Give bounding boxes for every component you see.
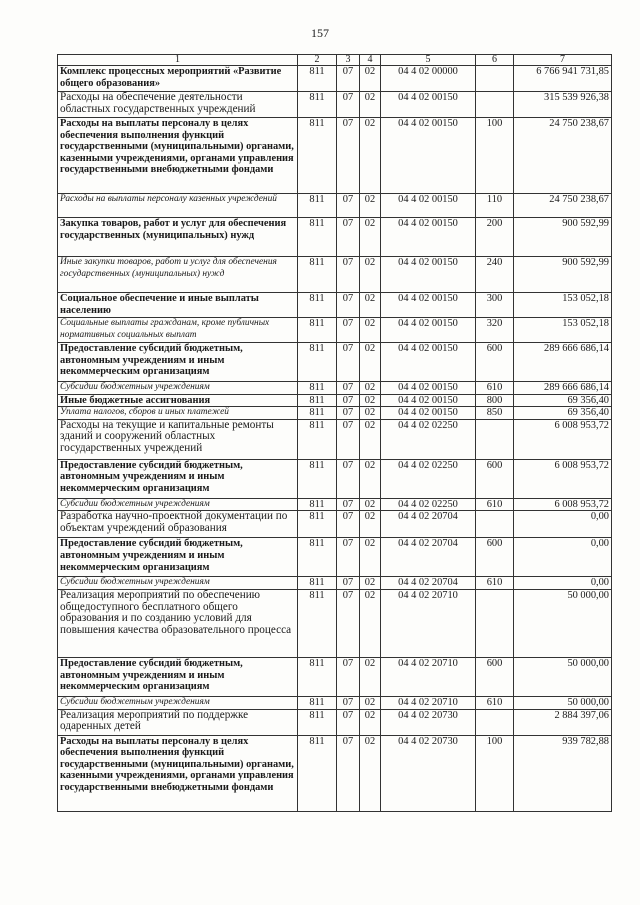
section-code: 07 bbox=[337, 382, 360, 395]
target-article-code: 04 4 02 00150 bbox=[381, 218, 476, 257]
expense-type-code bbox=[476, 511, 514, 538]
budget-table bbox=[57, 54, 612, 812]
section-code: 07 bbox=[337, 92, 360, 118]
subsection-code: 02 bbox=[360, 735, 381, 811]
admin-code: 811 bbox=[298, 407, 337, 420]
row-name: Предоставление субсидий бюджетным, автономным учреждениям и иным некоммерческим организациям bbox=[58, 459, 298, 498]
expense-type-code: 100 bbox=[476, 735, 514, 811]
table-row bbox=[58, 293, 612, 318]
table-row bbox=[58, 577, 612, 590]
section-code: 07 bbox=[337, 394, 360, 407]
expense-type-code: 600 bbox=[476, 657, 514, 696]
expense-type-code: 110 bbox=[476, 194, 514, 218]
subsection-code: 02 bbox=[360, 66, 381, 92]
expense-type-code: 850 bbox=[476, 407, 514, 420]
row-name: Разработка научно-проектной документации по объектам учреждений образования bbox=[58, 511, 298, 538]
admin-code: 811 bbox=[298, 92, 337, 118]
subsection-code: 02 bbox=[360, 419, 381, 459]
table-row bbox=[58, 657, 612, 696]
amount: 6 008 953,72 bbox=[514, 419, 612, 459]
row-name: Социальное обеспечение и иные выплаты населению bbox=[58, 293, 298, 318]
subsection-code: 02 bbox=[360, 459, 381, 498]
header-cell: 5 bbox=[381, 55, 476, 66]
row-name: Расходы на обеспечение деятельности областных государственных учреждений bbox=[58, 92, 298, 118]
target-article-code: 04 4 02 00150 bbox=[381, 257, 476, 293]
amount: 6 766 941 731,85 bbox=[514, 66, 612, 92]
row-name: Предоставление субсидий бюджетным, автономным учреждениям и иным некоммерческим организациям bbox=[58, 657, 298, 696]
admin-code: 811 bbox=[298, 735, 337, 811]
table-row bbox=[58, 343, 612, 382]
amount: 2 884 397,06 bbox=[514, 709, 612, 735]
subsection-code: 02 bbox=[360, 696, 381, 709]
amount: 6 008 953,72 bbox=[514, 498, 612, 511]
table-row bbox=[58, 382, 612, 395]
expense-type-code bbox=[476, 589, 514, 657]
row-name: Социальные выплаты гражданам, кроме публичных нормативных социальных выплат bbox=[58, 318, 298, 343]
subsection-code: 02 bbox=[360, 194, 381, 218]
section-code: 07 bbox=[337, 735, 360, 811]
admin-code: 811 bbox=[298, 293, 337, 318]
expense-type-code: 610 bbox=[476, 382, 514, 395]
target-article-code: 04 4 02 00150 bbox=[381, 318, 476, 343]
section-code: 07 bbox=[337, 419, 360, 459]
row-name: Комплекс процессных мероприятий «Развитие общего образования» bbox=[58, 66, 298, 92]
admin-code: 811 bbox=[298, 218, 337, 257]
amount: 50 000,00 bbox=[514, 589, 612, 657]
row-name: Иные бюджетные ассигнования bbox=[58, 394, 298, 407]
amount: 0,00 bbox=[514, 577, 612, 590]
amount: 900 592,99 bbox=[514, 218, 612, 257]
admin-code: 811 bbox=[298, 66, 337, 92]
target-article-code: 04 4 02 00000 bbox=[381, 66, 476, 92]
table-row bbox=[58, 66, 612, 92]
header-cell: 4 bbox=[360, 55, 381, 66]
section-code: 07 bbox=[337, 538, 360, 577]
target-article-code: 04 4 02 02250 bbox=[381, 459, 476, 498]
section-code: 07 bbox=[337, 318, 360, 343]
row-name: Расходы на выплаты персоналу в целях обеспечения выполнения функций государственными (муниципальными) органами, казенными учреждениями, органами управления государственными внебюджетными фондами bbox=[58, 735, 298, 811]
section-code: 07 bbox=[337, 657, 360, 696]
admin-code: 811 bbox=[298, 459, 337, 498]
row-name: Расходы на выплаты персоналу в целях обеспечения выполнения функций государственными (муниципальными) органами, казенными учреждениями, органами управления государственными внебюджетными фондами bbox=[58, 118, 298, 194]
expense-type-code bbox=[476, 709, 514, 735]
subsection-code: 02 bbox=[360, 382, 381, 395]
section-code: 07 bbox=[337, 407, 360, 420]
subsection-code: 02 bbox=[360, 657, 381, 696]
subsection-code: 02 bbox=[360, 394, 381, 407]
target-article-code: 04 4 02 00150 bbox=[381, 118, 476, 194]
target-article-code: 04 4 02 00150 bbox=[381, 382, 476, 395]
section-code: 07 bbox=[337, 696, 360, 709]
admin-code: 811 bbox=[298, 382, 337, 395]
target-article-code: 04 4 02 20730 bbox=[381, 709, 476, 735]
row-name: Субсидии бюджетным учреждениям bbox=[58, 382, 298, 395]
expense-type-code bbox=[476, 419, 514, 459]
amount: 939 782,88 bbox=[514, 735, 612, 811]
table-row bbox=[58, 407, 612, 420]
section-code: 07 bbox=[337, 589, 360, 657]
expense-type-code: 800 bbox=[476, 394, 514, 407]
target-article-code: 04 4 02 20710 bbox=[381, 589, 476, 657]
header-cell: 7 bbox=[514, 55, 612, 66]
admin-code: 811 bbox=[298, 511, 337, 538]
page-number: 157 bbox=[311, 26, 329, 40]
section-code: 07 bbox=[337, 218, 360, 257]
admin-code: 811 bbox=[298, 318, 337, 343]
row-name: Субсидии бюджетным учреждениям bbox=[58, 498, 298, 511]
header-cell: 6 bbox=[476, 55, 514, 66]
admin-code: 811 bbox=[298, 538, 337, 577]
expense-type-code: 600 bbox=[476, 538, 514, 577]
section-code: 07 bbox=[337, 66, 360, 92]
table-row bbox=[58, 709, 612, 735]
admin-code: 811 bbox=[298, 498, 337, 511]
subsection-code: 02 bbox=[360, 293, 381, 318]
target-article-code: 04 4 02 00150 bbox=[381, 407, 476, 420]
table-row bbox=[58, 92, 612, 118]
row-name: Субсидии бюджетным учреждениям bbox=[58, 696, 298, 709]
admin-code: 811 bbox=[298, 118, 337, 194]
target-article-code: 04 4 02 00150 bbox=[381, 394, 476, 407]
header-cell: 1 bbox=[58, 55, 298, 66]
target-article-code: 04 4 02 00150 bbox=[381, 92, 476, 118]
expense-type-code: 200 bbox=[476, 218, 514, 257]
target-article-code: 04 4 02 20704 bbox=[381, 577, 476, 590]
subsection-code: 02 bbox=[360, 589, 381, 657]
admin-code: 811 bbox=[298, 696, 337, 709]
section-code: 07 bbox=[337, 257, 360, 293]
expense-type-code: 300 bbox=[476, 293, 514, 318]
row-name: Реализация мероприятий по обеспечению общедоступного бесплатного общего образования и по созданию условий для повышения качества образовательного процесса bbox=[58, 589, 298, 657]
subsection-code: 02 bbox=[360, 577, 381, 590]
subsection-code: 02 bbox=[360, 407, 381, 420]
amount: 24 750 238,67 bbox=[514, 194, 612, 218]
amount: 69 356,40 bbox=[514, 407, 612, 420]
amount: 900 592,99 bbox=[514, 257, 612, 293]
expense-type-code: 600 bbox=[476, 343, 514, 382]
amount: 153 052,18 bbox=[514, 318, 612, 343]
target-article-code: 04 4 02 20710 bbox=[381, 696, 476, 709]
expense-type-code: 610 bbox=[476, 498, 514, 511]
target-article-code: 04 4 02 00150 bbox=[381, 194, 476, 218]
table-row bbox=[58, 194, 612, 218]
row-name: Расходы на выплаты персоналу казенных учреждений bbox=[58, 194, 298, 218]
section-code: 07 bbox=[337, 118, 360, 194]
table-row bbox=[58, 696, 612, 709]
header-row bbox=[58, 55, 612, 66]
section-code: 07 bbox=[337, 293, 360, 318]
target-article-code: 04 4 02 00150 bbox=[381, 293, 476, 318]
target-article-code: 04 4 02 02250 bbox=[381, 419, 476, 459]
table-row bbox=[58, 218, 612, 257]
target-article-code: 04 4 02 20730 bbox=[381, 735, 476, 811]
expense-type-code: 610 bbox=[476, 696, 514, 709]
target-article-code: 04 4 02 00150 bbox=[381, 343, 476, 382]
table-row bbox=[58, 459, 612, 498]
table-row bbox=[58, 394, 612, 407]
expense-type-code bbox=[476, 66, 514, 92]
row-name: Реализация мероприятий по поддержке одаренных детей bbox=[58, 709, 298, 735]
admin-code: 811 bbox=[298, 657, 337, 696]
amount: 289 666 686,14 bbox=[514, 382, 612, 395]
amount: 289 666 686,14 bbox=[514, 343, 612, 382]
row-name: Расходы на текущие и капитальные ремонты зданий и сооружений областных государственных учреждений bbox=[58, 419, 298, 459]
table-row bbox=[58, 511, 612, 538]
header-cell: 3 bbox=[337, 55, 360, 66]
admin-code: 811 bbox=[298, 257, 337, 293]
table-row bbox=[58, 419, 612, 459]
row-name: Закупка товаров, работ и услуг для обеспечения государственных (муниципальных) нужд bbox=[58, 218, 298, 257]
section-code: 07 bbox=[337, 577, 360, 590]
subsection-code: 02 bbox=[360, 343, 381, 382]
table-row bbox=[58, 257, 612, 293]
subsection-code: 02 bbox=[360, 498, 381, 511]
amount: 0,00 bbox=[514, 538, 612, 577]
expense-type-code: 100 bbox=[476, 118, 514, 194]
subsection-code: 02 bbox=[360, 257, 381, 293]
subsection-code: 02 bbox=[360, 218, 381, 257]
expense-type-code bbox=[476, 92, 514, 118]
subsection-code: 02 bbox=[360, 511, 381, 538]
admin-code: 811 bbox=[298, 577, 337, 590]
admin-code: 811 bbox=[298, 194, 337, 218]
table-row bbox=[58, 589, 612, 657]
expense-type-code: 600 bbox=[476, 459, 514, 498]
amount: 0,00 bbox=[514, 511, 612, 538]
row-name: Иные закупки товаров, работ и услуг для обеспечения государственных (муниципальных) нужд bbox=[58, 257, 298, 293]
subsection-code: 02 bbox=[360, 318, 381, 343]
table-row bbox=[58, 538, 612, 577]
header-cell: 2 bbox=[298, 55, 337, 66]
subsection-code: 02 bbox=[360, 118, 381, 194]
amount: 24 750 238,67 bbox=[514, 118, 612, 194]
section-code: 07 bbox=[337, 343, 360, 382]
section-code: 07 bbox=[337, 459, 360, 498]
subsection-code: 02 bbox=[360, 538, 381, 577]
amount: 6 008 953,72 bbox=[514, 459, 612, 498]
amount: 315 539 926,38 bbox=[514, 92, 612, 118]
table-row bbox=[58, 118, 612, 194]
admin-code: 811 bbox=[298, 394, 337, 407]
section-code: 07 bbox=[337, 511, 360, 538]
admin-code: 811 bbox=[298, 709, 337, 735]
amount: 50 000,00 bbox=[514, 657, 612, 696]
admin-code: 811 bbox=[298, 343, 337, 382]
section-code: 07 bbox=[337, 194, 360, 218]
table-row bbox=[58, 318, 612, 343]
expense-type-code: 240 bbox=[476, 257, 514, 293]
row-name: Уплата налогов, сборов и иных платежей bbox=[58, 407, 298, 420]
row-name: Предоставление субсидий бюджетным, автономным учреждениям и иным некоммерческим организациям bbox=[58, 538, 298, 577]
admin-code: 811 bbox=[298, 589, 337, 657]
target-article-code: 04 4 02 20710 bbox=[381, 657, 476, 696]
target-article-code: 04 4 02 20704 bbox=[381, 511, 476, 538]
subsection-code: 02 bbox=[360, 709, 381, 735]
section-code: 07 bbox=[337, 498, 360, 511]
target-article-code: 04 4 02 20704 bbox=[381, 538, 476, 577]
amount: 50 000,00 bbox=[514, 696, 612, 709]
admin-code: 811 bbox=[298, 419, 337, 459]
expense-type-code: 320 bbox=[476, 318, 514, 343]
row-name: Предоставление субсидий бюджетным, автономным учреждениям и иным некоммерческим организациям bbox=[58, 343, 298, 382]
amount: 69 356,40 bbox=[514, 394, 612, 407]
table-row bbox=[58, 498, 612, 511]
subsection-code: 02 bbox=[360, 92, 381, 118]
target-article-code: 04 4 02 02250 bbox=[381, 498, 476, 511]
section-code: 07 bbox=[337, 709, 360, 735]
table-row bbox=[58, 735, 612, 811]
amount: 153 052,18 bbox=[514, 293, 612, 318]
expense-type-code: 610 bbox=[476, 577, 514, 590]
row-name: Субсидии бюджетным учреждениям bbox=[58, 577, 298, 590]
